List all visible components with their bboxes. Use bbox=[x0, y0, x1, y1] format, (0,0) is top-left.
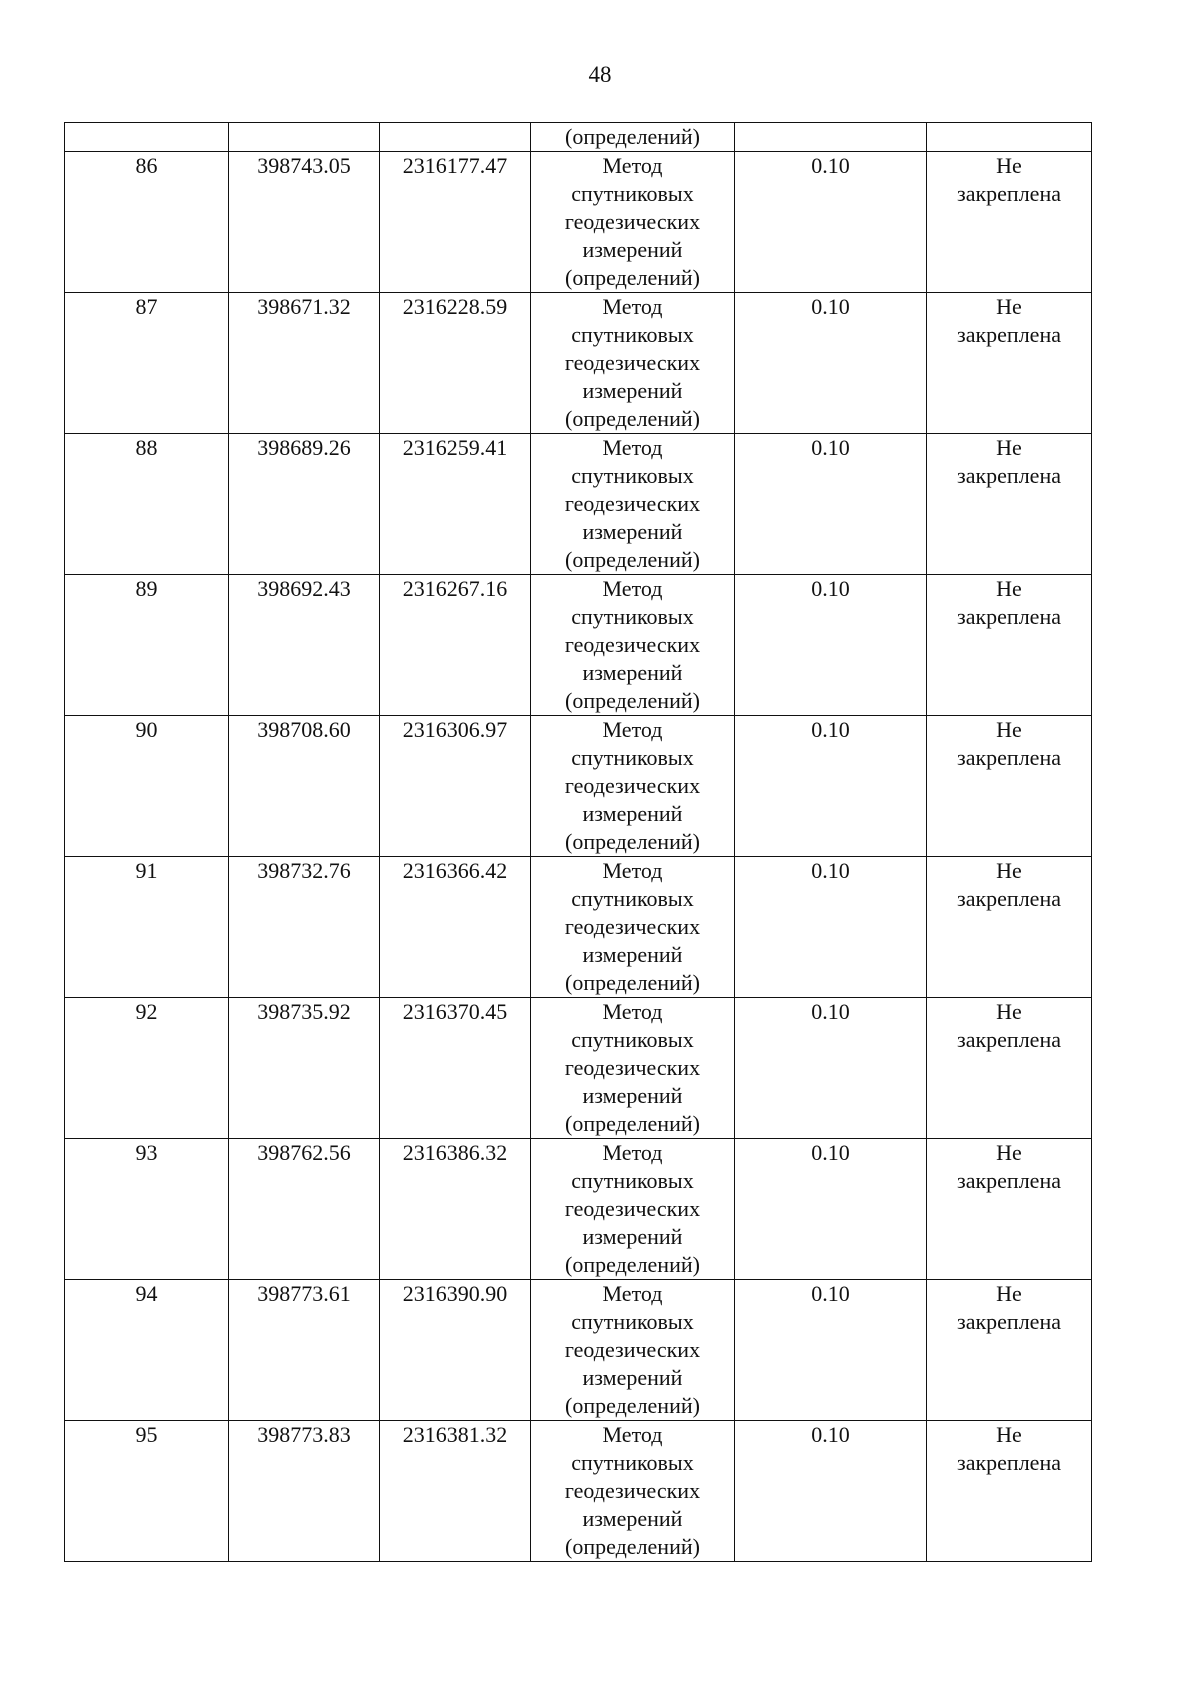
cell-x: 398732.76 bbox=[229, 857, 380, 998]
method-line: геодезических bbox=[564, 209, 701, 234]
cell-y: 2316267.16 bbox=[380, 575, 531, 716]
cell-method bbox=[531, 1421, 735, 1562]
fixing-line: закреплена bbox=[957, 1309, 1061, 1334]
method-line: Метод bbox=[602, 435, 663, 460]
cell-x: 398671.32 bbox=[229, 293, 380, 434]
cell-fixing bbox=[927, 123, 1092, 152]
cell-method bbox=[531, 857, 735, 998]
cell-num: 95 bbox=[65, 1421, 229, 1562]
cell-num bbox=[65, 123, 229, 152]
table-row bbox=[65, 998, 1092, 1139]
cell-accuracy: 0.10 bbox=[735, 857, 927, 998]
cell-method bbox=[531, 998, 735, 1139]
cell-num: 88 bbox=[65, 434, 229, 575]
cell-num: 93 bbox=[65, 1139, 229, 1280]
method-line: Метод bbox=[602, 294, 663, 319]
fixing-line: закреплена bbox=[957, 886, 1061, 911]
cell-y: 2316370.45 bbox=[380, 998, 531, 1139]
cell-x: 398773.83 bbox=[229, 1421, 380, 1562]
cell-accuracy: 0.10 bbox=[735, 1139, 927, 1280]
method-line: спутниковых bbox=[571, 604, 694, 629]
cell-num: 86 bbox=[65, 152, 229, 293]
method-line: спутниковых bbox=[571, 886, 694, 911]
method-line: геодезических bbox=[564, 914, 701, 939]
cell-y: 2316386.32 bbox=[380, 1139, 531, 1280]
fixing-line: закреплена bbox=[957, 1027, 1061, 1052]
method-line: спутниковых bbox=[571, 181, 694, 206]
cell-num: 92 bbox=[65, 998, 229, 1139]
cell-x: 398689.26 bbox=[229, 434, 380, 575]
cell-accuracy: 0.10 bbox=[735, 716, 927, 857]
cell-method bbox=[531, 716, 735, 857]
table-row bbox=[65, 857, 1092, 998]
cell-fixing bbox=[927, 575, 1092, 716]
cell-fixing bbox=[927, 716, 1092, 857]
fixing-line: Не bbox=[996, 1281, 1022, 1306]
fixing-line: Не bbox=[996, 999, 1022, 1024]
fixing-line: Не bbox=[996, 1140, 1022, 1165]
method-line: измерений bbox=[582, 519, 683, 544]
table-row bbox=[65, 1139, 1092, 1280]
cell-method bbox=[531, 434, 735, 575]
cell-accuracy: 0.10 bbox=[735, 434, 927, 575]
method-line: геодезических bbox=[564, 632, 701, 657]
method-line: геодезических bbox=[564, 1337, 701, 1362]
cell-y: 2316259.41 bbox=[380, 434, 531, 575]
method-line: (определений) bbox=[565, 265, 700, 290]
table-row bbox=[65, 434, 1092, 575]
cell-num: 91 bbox=[65, 857, 229, 998]
method-line: измерений bbox=[582, 1083, 683, 1108]
fixing-line: закреплена bbox=[957, 463, 1061, 488]
table-row bbox=[65, 575, 1092, 716]
coordinates-table bbox=[64, 122, 1092, 1562]
cell-y: 2316306.97 bbox=[380, 716, 531, 857]
table-row bbox=[65, 716, 1092, 857]
method-line: (определений) bbox=[565, 829, 700, 854]
method-line: Метод bbox=[602, 576, 663, 601]
cell-method bbox=[531, 1280, 735, 1421]
method-line: Метод bbox=[602, 1140, 663, 1165]
table-row bbox=[65, 1421, 1092, 1562]
method-line: (определений) bbox=[565, 1393, 700, 1418]
continuation-row bbox=[65, 123, 1092, 152]
method-line: геодезических bbox=[564, 1196, 701, 1221]
method-line: геодезических bbox=[564, 491, 701, 516]
cell-x: 398743.05 bbox=[229, 152, 380, 293]
cell-accuracy: 0.10 bbox=[735, 1280, 927, 1421]
method-line: спутниковых bbox=[571, 1027, 694, 1052]
method-line: спутниковых bbox=[571, 1309, 694, 1334]
cell-accuracy: 0.10 bbox=[735, 1421, 927, 1562]
method-line: спутниковых bbox=[571, 463, 694, 488]
cell-y: 2316228.59 bbox=[380, 293, 531, 434]
cell-y: 2316381.32 bbox=[380, 1421, 531, 1562]
method-line: измерений bbox=[582, 942, 683, 967]
cell-fixing bbox=[927, 1421, 1092, 1562]
method-line: (определений) bbox=[565, 970, 700, 995]
cell-y: 2316366.42 bbox=[380, 857, 531, 998]
cell-method: (определений) bbox=[531, 123, 735, 152]
method-line: Метод bbox=[602, 717, 663, 742]
fixing-line: закреплена bbox=[957, 322, 1061, 347]
method-line: Метод bbox=[602, 1422, 663, 1447]
method-line: Метод bbox=[602, 1281, 663, 1306]
cell-x: 398762.56 bbox=[229, 1139, 380, 1280]
method-line: Метод bbox=[602, 153, 663, 178]
table-row bbox=[65, 1280, 1092, 1421]
cell-x: 398708.60 bbox=[229, 716, 380, 857]
fixing-line: Не bbox=[996, 153, 1022, 178]
fixing-line: Не bbox=[996, 435, 1022, 460]
fixing-line: Не bbox=[996, 717, 1022, 742]
fixing-line: закреплена bbox=[957, 1168, 1061, 1193]
cell-accuracy: 0.10 bbox=[735, 293, 927, 434]
cell-accuracy: 0.10 bbox=[735, 575, 927, 716]
method-line: спутниковых bbox=[571, 322, 694, 347]
cell-accuracy: 0.10 bbox=[735, 152, 927, 293]
method-line: измерений bbox=[582, 660, 683, 685]
method-line: (определений) bbox=[565, 547, 700, 572]
cell-fixing bbox=[927, 434, 1092, 575]
method-line: измерений bbox=[582, 1506, 683, 1531]
cell-accuracy: 0.10 bbox=[735, 998, 927, 1139]
method-line: спутниковых bbox=[571, 1450, 694, 1475]
cell-y: 2316390.90 bbox=[380, 1280, 531, 1421]
cell-fixing bbox=[927, 152, 1092, 293]
cell-y: 2316177.47 bbox=[380, 152, 531, 293]
cell-x: 398735.92 bbox=[229, 998, 380, 1139]
fixing-line: Не bbox=[996, 858, 1022, 883]
method-line: геодезических bbox=[564, 1055, 701, 1080]
method-line: измерений bbox=[582, 378, 683, 403]
method-line: (определений) bbox=[565, 1111, 700, 1136]
cell-x: 398692.43 bbox=[229, 575, 380, 716]
page-number: 48 bbox=[588, 62, 612, 87]
fixing-line: закреплена bbox=[957, 181, 1061, 206]
fixing-line: Не bbox=[996, 294, 1022, 319]
method-line: измерений bbox=[582, 801, 683, 826]
cell-num: 90 bbox=[65, 716, 229, 857]
table-body bbox=[65, 123, 1092, 1562]
cell-x bbox=[229, 123, 380, 152]
cell-fixing bbox=[927, 998, 1092, 1139]
method-line: геодезических bbox=[564, 350, 701, 375]
method-line: измерений bbox=[582, 1224, 683, 1249]
cell-fixing bbox=[927, 293, 1092, 434]
method-line: геодезических bbox=[564, 773, 701, 798]
cell-fixing bbox=[927, 1139, 1092, 1280]
cell-y bbox=[380, 123, 531, 152]
cell-x: 398773.61 bbox=[229, 1280, 380, 1421]
method-line: (определений) bbox=[565, 1534, 700, 1559]
fixing-line: Не bbox=[996, 1422, 1022, 1447]
cell-num: 89 bbox=[65, 575, 229, 716]
cell-num: 94 bbox=[65, 1280, 229, 1421]
method-line: (определений) bbox=[565, 1252, 700, 1277]
cell-method bbox=[531, 1139, 735, 1280]
cell-fixing bbox=[927, 1280, 1092, 1421]
method-line: спутниковых bbox=[571, 1168, 694, 1193]
fixing-line: закреплена bbox=[957, 604, 1061, 629]
cell-method bbox=[531, 575, 735, 716]
method-line: (определений) bbox=[565, 688, 700, 713]
cell-method bbox=[531, 293, 735, 434]
fixing-line: Не bbox=[996, 576, 1022, 601]
method-line: Метод bbox=[602, 999, 663, 1024]
method-line: (определений) bbox=[565, 406, 700, 431]
cell-method bbox=[531, 152, 735, 293]
cell-fixing bbox=[927, 857, 1092, 998]
method-line: спутниковых bbox=[571, 745, 694, 770]
fixing-line: закреплена bbox=[957, 745, 1061, 770]
cell-accuracy bbox=[735, 123, 927, 152]
method-line: Метод bbox=[602, 858, 663, 883]
cell-num: 87 bbox=[65, 293, 229, 434]
method-line: измерений bbox=[582, 1365, 683, 1390]
fixing-line: закреплена bbox=[957, 1450, 1061, 1475]
table-row bbox=[65, 293, 1092, 434]
method-line: геодезических bbox=[564, 1478, 701, 1503]
method-line: измерений bbox=[582, 237, 683, 262]
table-row bbox=[65, 152, 1092, 293]
